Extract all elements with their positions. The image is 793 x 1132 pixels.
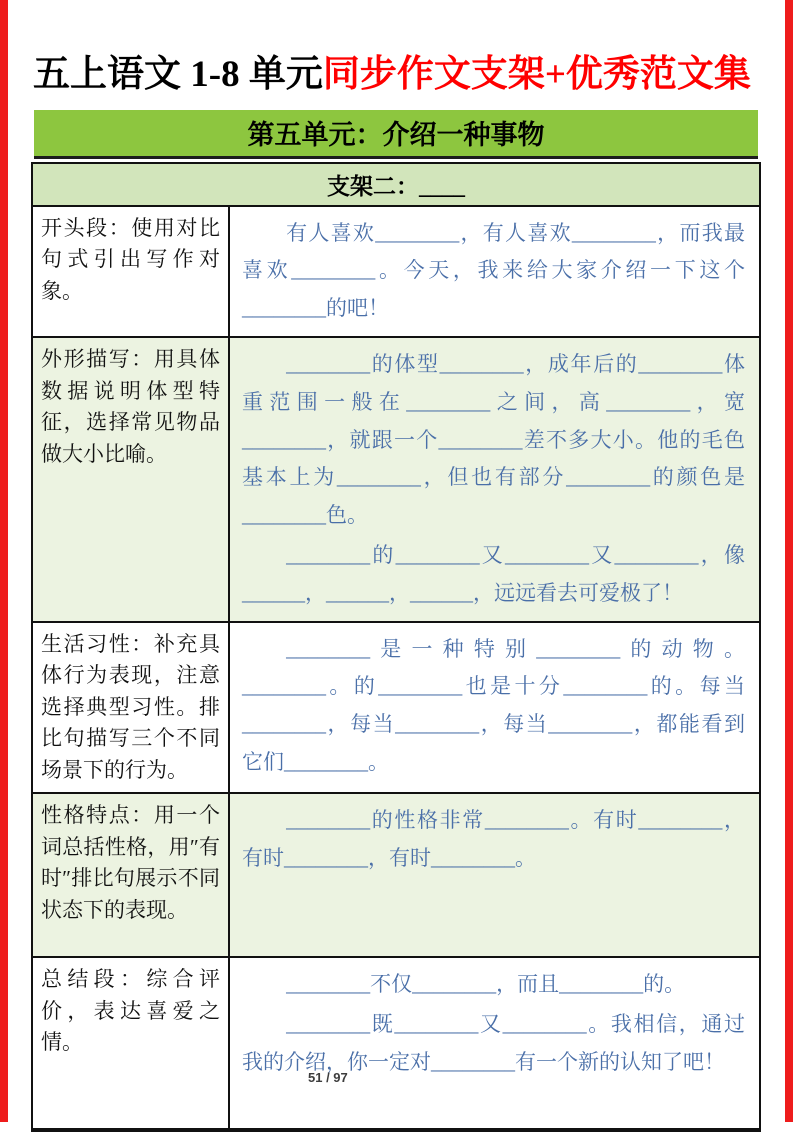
row-content (230, 794, 759, 956)
left-red-edge-strip (0, 0, 8, 1122)
page-number: 51 / 97 (308, 1070, 348, 1085)
table-row (33, 338, 759, 623)
row-label-appearance-description: 外形描写：用具体数据说明体型特征，选择常见物品做大小比喻。 (33, 338, 230, 621)
fill-in-paragraph: ________的体型________，成年后的________体重范围一般在________之间，高________，宽________，就跟一个________差不多大小。他的毛色基本上为________，但也有部分________的颜色是________色。 (242, 352, 745, 528)
fill-in-paragraph: ________既________又________。我相信，通过我的介绍，你一定对________有一个新的认知了吧！ (242, 1011, 745, 1074)
row-label-conclusion-paragraph: 总结段：综合评价，表达喜爱之情。 (33, 958, 230, 1128)
table-row (33, 623, 759, 795)
row-label-personality-traits: 性格特点：用一个词总括性格，用″有时″排比句展示不同状态下的表现。 (33, 794, 230, 956)
table-row (33, 794, 759, 958)
right-red-edge-strip (785, 0, 793, 1122)
fill-in-paragraph: ________的________又________又________，像______，______，______，远远看去可爱极了！ (242, 543, 745, 605)
unit-banner: 第五单元：介绍一种事物 (34, 110, 758, 159)
fill-in-paragraph: ________的性格非常________。有时________，有时________，有时________。 (242, 808, 745, 870)
row-label-living-habits: 生活习性：补充具体行为表现，注意选择典型习性。排比句描写三个不同场景下的行为。 (33, 623, 230, 793)
table-header-scaffold-two: 支架二：____ (33, 164, 759, 207)
page-title (33, 48, 761, 102)
page-content (31, 48, 761, 1132)
row-label-opening-paragraph: 开头段：使用对比句式引出写作对象。 (33, 207, 230, 336)
fill-in-paragraph: ________是一种特别________的动物。________。的________也是十分________的。每当________，每当________，每当________，都能看到它们________。 (242, 636, 745, 774)
title-black-part: 五上语文 1-8 单元 (33, 54, 323, 95)
fill-in-paragraph: 有人喜欢________，有人喜欢________，而我最喜欢________。今天，我来给大家介绍一下这个________的吧！ (242, 220, 745, 321)
title-red-part: 同步作文支架+优秀范文集 (322, 54, 751, 95)
row-content (230, 207, 759, 336)
row-content (230, 338, 759, 621)
scaffold-table (31, 162, 761, 1132)
row-content (230, 623, 759, 793)
row-content (230, 958, 759, 1128)
fill-in-paragraph: ________不仅________，而且________的。 (286, 972, 686, 997)
table-row (33, 207, 759, 338)
table-row (33, 958, 759, 1128)
